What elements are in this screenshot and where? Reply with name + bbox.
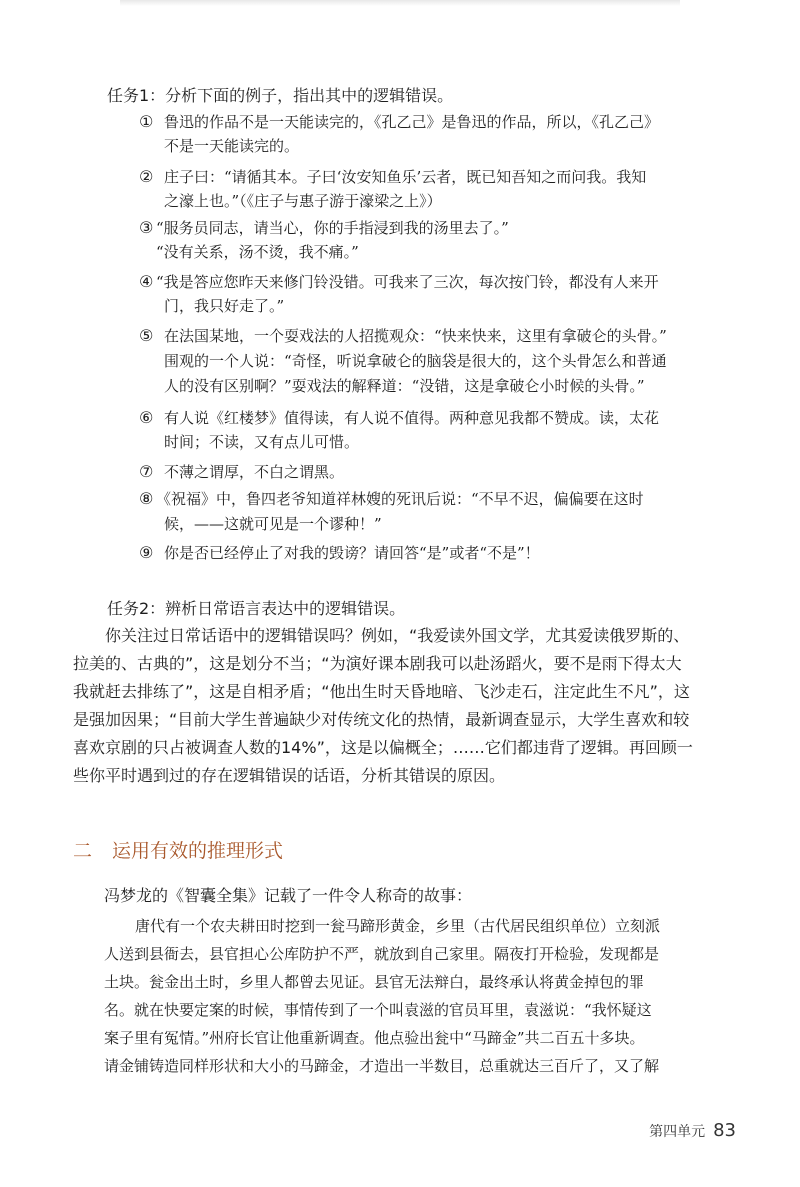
item-number: ⑦ <box>139 462 154 481</box>
paragraph-line: 是强加因果；“目前大学生普遍缺少对传统文化的热情，最新调查显示，大学生喜欢和较 <box>73 710 690 729</box>
item-text: 《祝福》中，鲁四老爷知道祥林嫂的死讯后说：“不早不迟，偏偏要在这时 <box>156 490 644 508</box>
paragraph-line: 你关注过日常话语中的逻辑错误吗？例如，“我爱读外国文学，尤其爱读俄罗斯的、 <box>73 626 690 645</box>
paragraph-line: 拉美的、古典的”，这是划分不当；“为演好课本剧我可以赴汤蹈火，要不是雨下得太大 <box>73 654 682 673</box>
paragraph-line: 喜欢京剧的只占被调查人数的14%”，这是以偏概全；……它们都违背了逻辑。再回顾一 <box>73 738 693 757</box>
item-number: ⑨ <box>139 543 154 562</box>
section-heading <box>73 838 283 864</box>
story-line: 名。就在快要定案的时候，事情传到了一个叫袁滋的官员耳里，袁滋说：“我怀疑这 <box>104 1001 652 1019</box>
story-line: 案子里有冤情。”州府长官让他重新调查。他点验出瓮中“马蹄金”共二百五十多块。 <box>104 1029 645 1047</box>
item-text: 庄子曰：“请循其本。子曰‘汝安知鱼乐’云者，既已知吾知之而问我。我知 <box>164 168 647 186</box>
item-text: 围观的一个人说：“奇怪，听说拿破仑的脑袋是很大的，这个头骨怎么和普通 <box>164 352 667 370</box>
story-line: 唐代有一个农夫耕田时挖到一瓮马蹄形黄金，乡里（古代居民组织单位）立刻派 <box>135 917 661 935</box>
item-text: 你是否已经停止了对我的毁谤？请回答“是”或者“不是”！ <box>164 544 540 562</box>
item-number: ⑧ <box>139 489 154 508</box>
item-text: 时间；不读，又有点儿可惜。 <box>164 433 360 451</box>
story-line: 请金铺铸造同样形状和大小的马蹄金，才造出一半数目，总重就达三百斤了，又了解 <box>104 1057 660 1075</box>
item-text: 有人说《红楼梦》值得读，有人说不值得。两种意见我都不赞成。读，太花 <box>164 409 660 427</box>
item-text: 不薄之谓厚，不白之谓黑。 <box>164 463 345 481</box>
story-line: 人送到县衙去，县官担心公库防护不严，就放到自己家里。隔夜打开检验，发现都是 <box>104 945 660 963</box>
item-text: “服务员同志，请当心，你的手指浸到我的汤里去了。” <box>156 219 509 237</box>
item-text: 候，——这就可见是一个谬种！” <box>164 515 382 533</box>
item-text: 人的没有区别啊？”耍戏法的解释道：“没错，这是拿破仑小时候的头骨。” <box>164 377 645 395</box>
item-text: 之濠上也。”（《庄子与惠子游于濠梁之上》） <box>164 192 442 210</box>
item-text: 不是一天能读完的。 <box>164 137 300 155</box>
item-number: ⑥ <box>139 408 154 427</box>
page-number: 83 <box>713 1120 736 1141</box>
item-number: ② <box>139 167 154 186</box>
page-footer <box>649 1120 736 1141</box>
item-number: ④ <box>139 272 154 291</box>
paragraph-line: 我就赶去排练了”，这是自相矛盾；“他出生时天昏地暗、飞沙走石，注定此生不凡”，这 <box>73 682 690 701</box>
item-text: 鲁迅的作品不是一天能读完的，《孔乙己》是鲁迅的作品，所以，《孔乙己》 <box>164 113 660 131</box>
item-number: ⑤ <box>139 326 154 345</box>
item-text: 在法国某地，一个耍戏法的人招揽观众：“快来快来，这里有拿破仑的头骨。” <box>164 327 667 345</box>
unit-label: 第四单元 <box>649 1124 706 1140</box>
item-text: “没有关系，汤不烫，我不痛。” <box>156 243 359 261</box>
section-number: 二 <box>73 840 93 862</box>
item-text: “我是答应您昨天来修门铃没错。可我来了三次，每次按门铃，都没有人来开 <box>156 273 659 291</box>
scan-shadow <box>120 0 680 6</box>
item-text: 门，我只好走了。” <box>164 297 285 315</box>
paragraph-line: 些你平时遇到过的存在逻辑错误的话语，分析其错误的原因。 <box>73 766 506 785</box>
task1-title: 任务1：分析下面的例子，指出其中的逻辑错误。 <box>107 86 454 105</box>
section-title: 运用有效的推理形式 <box>112 840 284 862</box>
task2-title: 任务2：辨析日常语言表达中的逻辑错误。 <box>107 599 406 618</box>
item-number: ① <box>139 112 154 131</box>
story-intro: 冯梦龙的《智囊全集》记载了一件令人称奇的故事： <box>104 886 473 905</box>
item-number: ③ <box>139 218 154 237</box>
story-line: 土块。瓮金出土时，乡里人都曾去见证。县官无法辩白，最终承认将黄金掉包的罪 <box>104 973 645 991</box>
